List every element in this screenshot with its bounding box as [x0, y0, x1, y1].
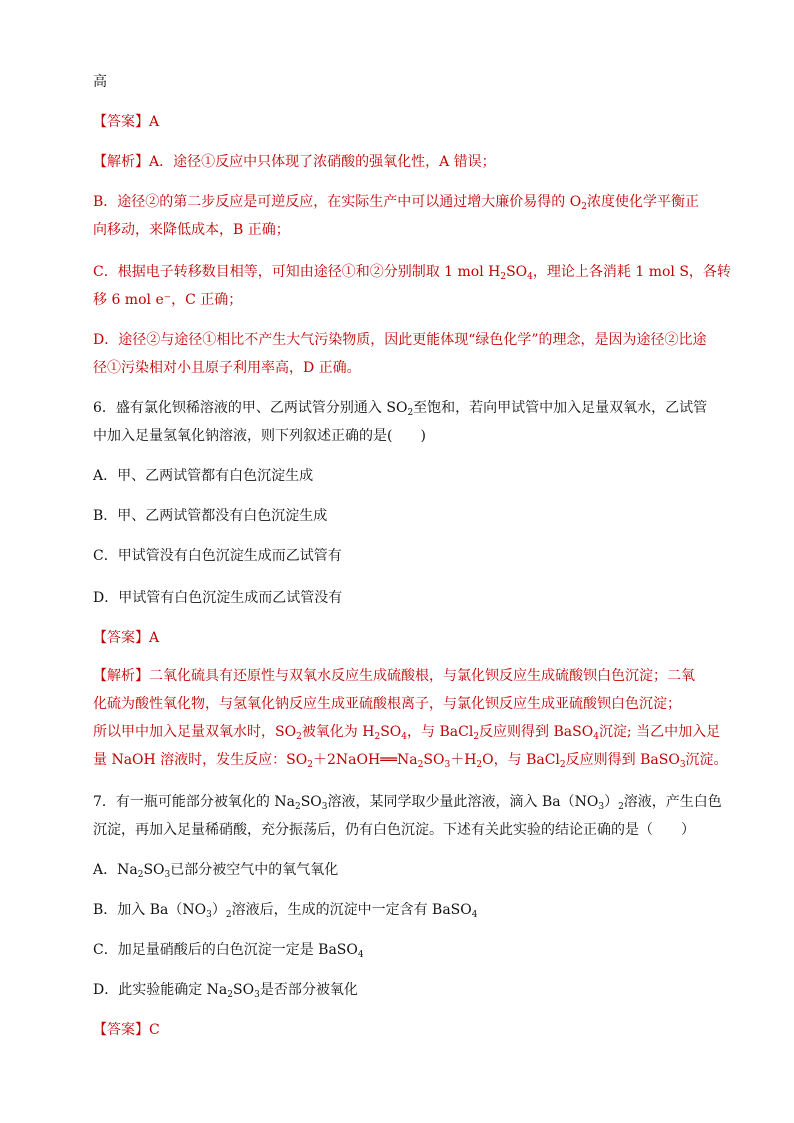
question-line: 沉淀，再加入足量稀硝酸，充分振荡后，仍有白色沉淀。下述有关此实验的结论正确的是（ ）: [93, 822, 695, 838]
answer-line: [93, 112, 159, 132]
answer-value: C: [149, 1022, 160, 1038]
analysis-line: 化硫为酸性氧化物，与氢氧化钠反应生成亚硫酸根离子，与氯化钡反应生成亚硫酸钡白色沉淀；: [93, 696, 681, 712]
question-line: 7．有一瓶可能部分被氧化的 $Na_2SO_3$溶液，某同学取少量此溶液，滴入 $Ba(NO_3)_2$溶液，产生白色: [93, 794, 722, 812]
analysis-line: 向移动，来降低成本，B 正确；: [93, 222, 290, 238]
analysis-line: C．根据电子转移数目相等，可知由途径①和②分别制取 1 mol $H_2SO_4$，理论上各消耗 1 mol S，各转: [93, 264, 731, 282]
text-line: 高: [93, 74, 107, 90]
option-b: B．加入 $Ba(NO_3)_2$溶液后，生成的沉淀中一定含有 BaSO$_4$: [93, 902, 478, 920]
analysis-line: D．途径②与途径①相比不产生大气污染物质，因此更能体现“绿色化学”的理念，是因为途径②比途: [93, 332, 707, 348]
option-b: B．甲、乙两试管都没有白色沉淀生成: [93, 508, 328, 524]
option-c: C．甲试管没有白色沉淀生成而乙试管有: [93, 548, 342, 564]
answer-value: A: [149, 114, 160, 130]
analysis-line: 所以甲中加入足量双氧水时，$SO_2$被氧化为 $H_2SO_4$，与 BaCl$_2$反应则得到 BaSO$_4$沉淀; 当乙中加入足: [93, 724, 721, 742]
answer-tag: 【答案】: [93, 630, 149, 646]
answer-line: [93, 628, 159, 648]
option-d: D．甲试管有白色沉淀生成而乙试管没有: [93, 590, 343, 606]
option-a: A．$Na_2SO_3$已部分被空气中的氧气氧化: [93, 862, 339, 880]
analysis-line: 【解析】二氧化硫具有还原性与双氧水反应生成硫酸根，与氯化钡反应生成硫酸钡白色沉淀；二氧: [93, 668, 695, 684]
analysis-tag: 【解析】: [93, 668, 149, 684]
analysis-line: 量 NaOH 溶液时，发生反应：$SO_2+2NaOH══Na_2SO_3+H_2O$，与 BaCl$_2$反应则得到 BaSO$_3$沉淀。: [93, 752, 728, 770]
analysis-line: 移 6 mol e⁻，C 正确；: [93, 292, 243, 308]
question-line: 中加入足量氢氧化钠溶液，则下列叙述正确的是( ): [93, 428, 426, 444]
option-a: A．甲、乙两试管都有白色沉淀生成: [93, 468, 314, 484]
analysis-line: 径①污染相对小且原子利用率高，D 正确。: [93, 360, 361, 376]
analysis-tag: 【解析】: [93, 154, 149, 170]
answer-value: A: [149, 630, 160, 646]
option-d: D．此实验能确定 $Na_2SO_3$是否部分被氧化: [93, 982, 358, 1000]
analysis-line: 【解析】A．途径①反应中只体现了浓硝酸的强氧化性，A 错误；: [93, 154, 496, 170]
answer-line: [93, 1020, 160, 1040]
option-c: C．加足量硝酸后的白色沉淀一定是 BaSO$_4$: [93, 942, 364, 960]
answer-tag: 【答案】: [93, 114, 149, 130]
analysis-line: B．途径②的第二步反应是可逆反应，在实际生产中可以通过增大廉价易得的 $O_2$浓度使化学平衡正: [93, 194, 699, 212]
answer-tag: 【答案】: [93, 1022, 149, 1038]
question-line: 6．盛有氯化钡稀溶液的甲、乙两试管分别通入 $SO_2$至饱和，若向甲试管中加入足量双氧水，乙试管: [93, 400, 708, 418]
